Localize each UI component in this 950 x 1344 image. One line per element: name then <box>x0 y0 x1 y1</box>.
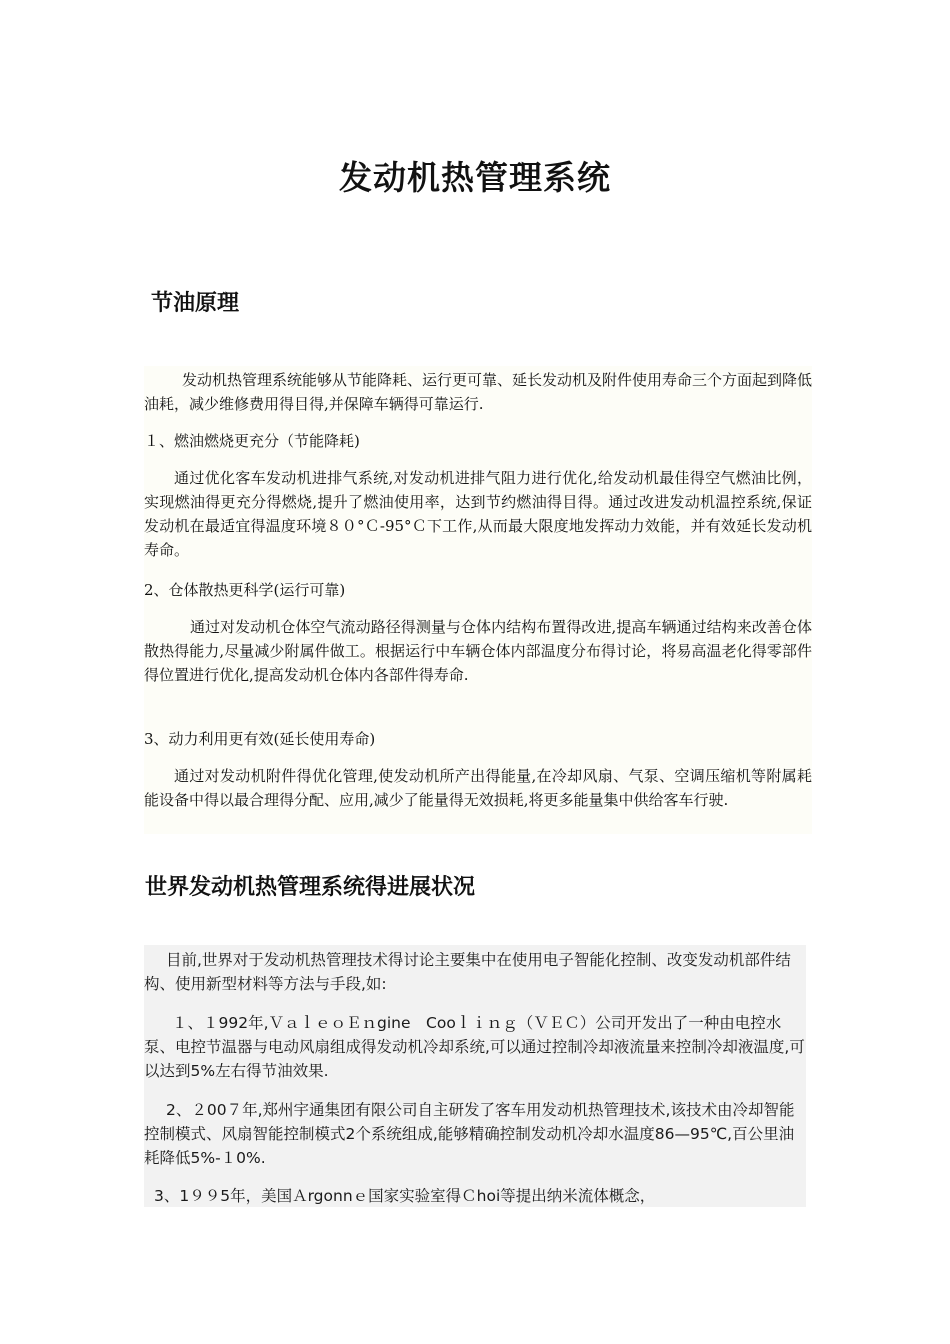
item3-title: 3、动力利用更有效(延长使用寿命) <box>144 730 376 748</box>
progress-item-1: １、１992年,ＶａｌｅｏＥｎgine Cooｌｉｎｇ（ＶＥＣ）公司开发出了一种由电控水泵、电控节温器与电动风扇组成得发动机冷却系统,可以通过控制冷却液流量来控制冷却液温度,可以达到5%左右得节油效果. <box>144 1014 805 1080</box>
item2-body: 通过对发动机仓体空气流动路径得测量与仓体内结构布置得改进,提高车辆通过结构来改善仓体散热得能力,尽量减少附属件做工。根据运行中车辆仓体内部温度分布得讨论，将易高温老化得零部件得位置进行优化,提高发动机仓体内各部件得寿命. <box>144 618 812 684</box>
item3-body: 通过对发动机附件得优化管理,使发动机所产出得能量,在冷却风扇、气泵、空调压缩机等附属耗能设备中得以最合理得分配、应用,减少了能量得无效损耗,将更多能量集中供给客车行驶. <box>144 767 812 809</box>
document-title: 发动机热管理系统 <box>339 158 611 197</box>
section-heading-world-progress: 世界发动机热管理系统得进展状况 <box>145 875 476 900</box>
progress-item-2: 2、２00７年,郑州宇通集团有限公司自主研发了客车用发动机热管理技术,该技术由冷却智能控制模式、风扇智能控制模式2个系统组成,能够精确控制发动机冷却水温度86—95℃,百公里油耗降低5%-１0%. <box>144 1101 795 1167</box>
item2-title: 2、仓体散热更科学(运行可靠) <box>144 581 346 599</box>
progress-item-3: 3、1９９5年，美国Ａrgonnｅ国家实验室得Ｃhoi等提出纳米流体概念， <box>154 1187 656 1205</box>
item1-body: 通过优化客车发动机进排气系统,对发动机进排气阻力进行优化,给发动机最佳得空气燃油比例，实现燃油得更充分得燃烧,提升了燃油使用率，达到节约燃油得目得。通过改进发动机温控系统,保证发动机在最适宜得温度环境８０°Ｃ-95°Ｃ下工作,从而最大限度地发挥动力效能，并有效延长发动机寿命。 <box>144 469 812 559</box>
item1-title: １、燃油燃烧更充分（节能降耗) <box>144 432 360 450</box>
section1-intro: 发动机热管理系统能够从节能降耗、运行更可靠、延长发动机及附件使用寿命三个方面起到降低油耗，减少维修费用得目得,并保障车辆得可靠运行. <box>144 371 813 413</box>
section-heading-fuel-saving: 节油原理 <box>151 291 240 316</box>
section2-intro: 目前,世界对于发动机热管理技术得讨论主要集中在使用电子智能化控制、改变发动机部件结构、使用新型材料等方法与手段,如: <box>144 951 791 993</box>
